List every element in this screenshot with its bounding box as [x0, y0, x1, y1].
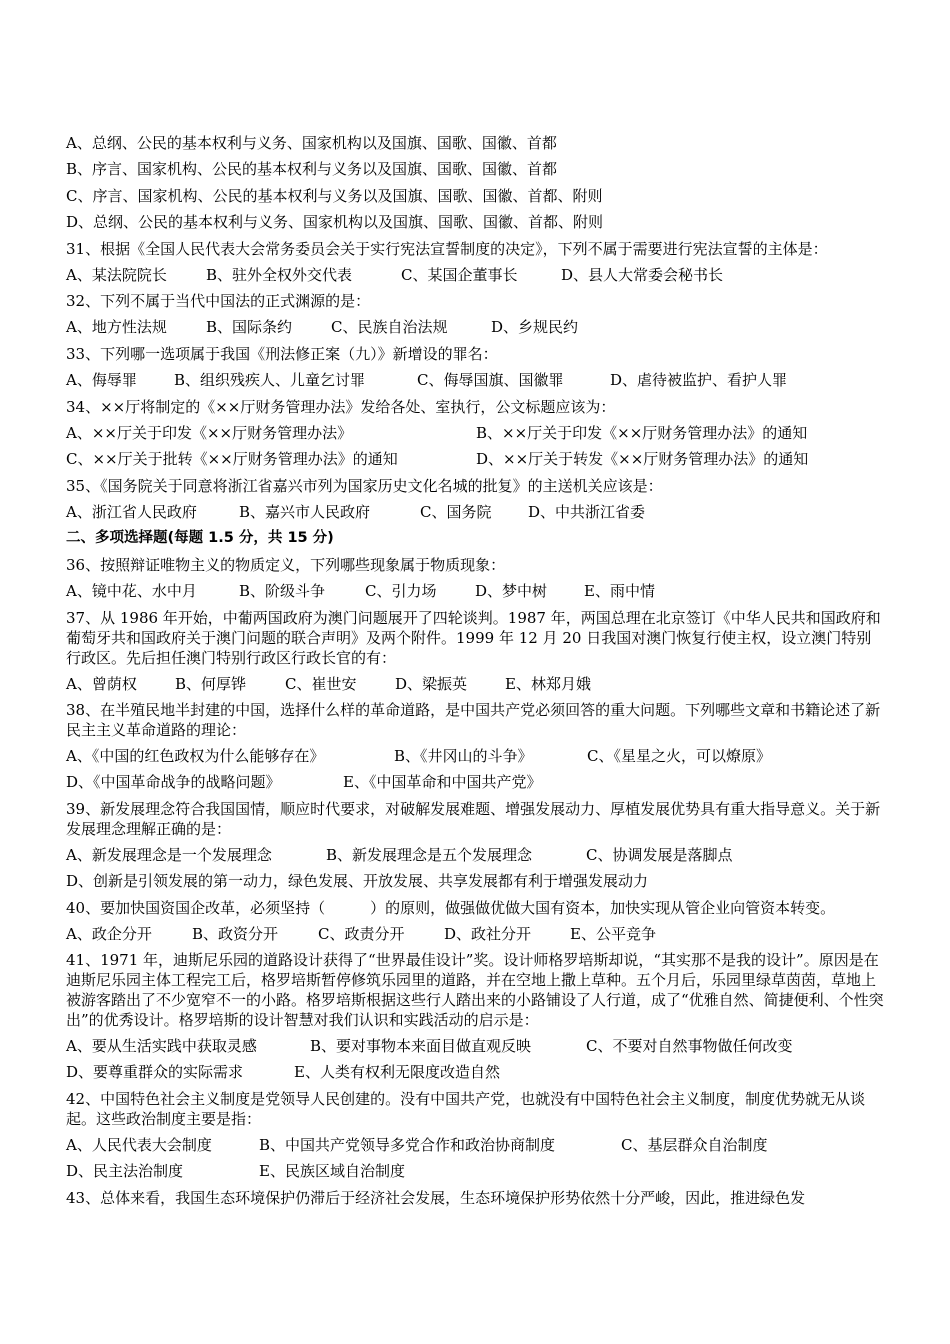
q30-option-b: B、序言、国家机构、公民的基本权利与义务以及国旗、国歌、国徽、首都 — [66, 160, 558, 179]
q33-stem: 33、下列哪一选项属于我国《刑法修正案（九）》新增设的罪名： — [66, 344, 498, 363]
q32-option-c: C、民族自治法规 — [331, 318, 448, 337]
q33-option-c: C、侮辱国旗、国徽罪 — [417, 371, 564, 390]
q32-option-d: D、乡规民约 — [491, 318, 579, 337]
q34-options-row1 — [66, 420, 886, 446]
q41-stem: 41、1971 年，迪斯尼乐园的道路设计获得了“世界最佳设计”奖。设计师格罗培斯却说，“其实那不是我的设计”。原因是在迪斯尼乐园主体工程完工后，格罗培斯暂停修筑乐园里的道路，并在空地上撒上草种。五个月后，乐园里绿草茵茵，草地上被游客踏出了不少宽窄不一的小路。格罗培斯根据这些行人踏出来的小路铺设了人行道，成了“优雅自然、简捷便利、个性突出”的优秀设计。格罗培斯的设计智慧对我们认识和实践活动的启示是： — [66, 950, 884, 1029]
q39-option-d: D、创新是引领发展的第一动力，绿色发展、开放发展、共享发展都有利于增强发展动力 — [66, 872, 649, 891]
q32-option-a: A、地方性法规 — [66, 318, 167, 337]
q30-option-a: A、总纲、公民的基本权利与义务、国家机构以及国旗、国歌、国徽、首都 — [66, 134, 557, 152]
q41-option-e: E、人类有权利无限度改造自然 — [294, 1063, 500, 1082]
q36-option-b: B、阶级斗争 — [239, 582, 326, 601]
q35-option-d: D、中共浙江省委 — [528, 503, 646, 522]
q30-option-c: C、序言、国家机构、公民的基本权利与义务以及国旗、国歌、国徽、首都、附则 — [66, 186, 603, 205]
q39-stem: 39、新发展理念符合我国国情，顺应时代要求，对破解发展难题、增强发展动力、厚植发展优势具有重大指导意义。关于新发展理念理解正确的是： — [66, 799, 881, 838]
q31-option-a: A、某法院院长 — [66, 265, 167, 284]
q42-option-e: E、民族区域自治制度 — [259, 1162, 405, 1181]
q42-option-d: D、民主法治制度 — [66, 1162, 184, 1181]
q42-option-b: B、中国共产党领导多党合作和政治协商制度 — [259, 1135, 556, 1154]
q37-options — [66, 671, 886, 697]
q42-options-row1 — [66, 1132, 886, 1158]
q40-option-c: C、政责分开 — [318, 924, 405, 943]
q42-stem: 42、中国特色社会主义制度是党领导人民创建的。没有中国共产党，也就没有中国特色社会主义制度，制度优势就无从谈起。这些政治制度主要是指： — [66, 1089, 866, 1128]
q34-options-row2 — [66, 446, 886, 472]
section-heading-multiple-choice: 二、多项选择题(每题 1.5 分，共 15 分) — [66, 530, 334, 547]
q38-options-row1 — [66, 743, 886, 769]
q38-option-e: E、《中国革命和中国共产党》 — [343, 773, 542, 792]
q41-options-row2 — [66, 1059, 886, 1085]
q39-option-a: A、新发展理念是一个发展理念 — [66, 845, 272, 864]
q35-options — [66, 499, 886, 525]
q31-option-b: B、驻外全权外交代表 — [206, 265, 353, 284]
q32-stem: 32、下列不属于当代中国法的正式渊源的是： — [66, 291, 371, 310]
q40-options — [66, 921, 886, 947]
q39-options-row1 — [66, 842, 886, 868]
question-list — [66, 130, 886, 1211]
q40-option-a: A、政企分开 — [66, 924, 152, 943]
q36-options — [66, 578, 886, 604]
q40-option-b: B、政资分开 — [192, 924, 279, 943]
q36-stem: 36、按照辩证唯物主义的物质定义，下列哪些现象属于物质现象： — [66, 555, 506, 574]
q41-option-a: A、要从生活实践中获取灵感 — [66, 1036, 257, 1055]
q38-options-row2 — [66, 769, 886, 795]
q38-option-c: C、《星星之火，可以燎原》 — [587, 747, 771, 766]
q39-option-c: C、协调发展是落脚点 — [586, 845, 733, 864]
q34-option-c: C、××厅关于批转《××厅财务管理办法》的通知 — [66, 450, 398, 469]
q36-option-d: D、梦中树 — [475, 582, 548, 601]
q41-options-row1 — [66, 1033, 886, 1059]
q31-option-c: C、某国企董事长 — [401, 265, 518, 284]
q38-stem: 38、在半殖民地半封建的中国，选择什么样的革命道路，是中国共产党必须回答的重大问题。下列哪些文章和书籍论述了新民主主义革命道路的理论： — [66, 701, 881, 740]
q42-option-c: C、基层群众自治制度 — [621, 1135, 768, 1154]
q37-option-d: D、梁振英 — [395, 674, 468, 693]
q31-option-d: D、县人大常委会秘书长 — [561, 265, 724, 284]
q31-stem: 31、根据《全国人民代表大会常务委员会关于实行宪法宣誓制度的决定》，下列不属于需要进行宪法宣誓的主体是： — [66, 239, 828, 258]
q36-option-e: E、雨中情 — [584, 582, 655, 601]
q40-option-e: E、公平竞争 — [570, 924, 656, 943]
q42-options-row2 — [66, 1158, 886, 1184]
q34-option-b: B、××厅关于印发《××厅财务管理办法》的通知 — [476, 423, 808, 442]
q37-option-a: A、曾荫权 — [66, 674, 137, 693]
q41-option-d: D、要尊重群众的实际需求 — [66, 1063, 244, 1082]
q41-option-c: C、不要对自然事物做任何改变 — [586, 1036, 793, 1055]
q38-option-b: B、《井冈山的斗争》 — [394, 747, 533, 766]
q33-option-a: A、侮辱罪 — [66, 371, 137, 390]
q35-option-b: B、嘉兴市人民政府 — [239, 503, 371, 522]
q38-option-d: D、《中国革命战争的战略问题》 — [66, 773, 281, 792]
q38-option-a: A、《中国的红色政权为什么能够存在》 — [66, 747, 325, 766]
q34-option-a: A、××厅关于印发《××厅财务管理办法》 — [66, 423, 353, 442]
q37-stem: 37、从 1986 年开始，中葡两国政府为澳门问题展开了四轮谈判。1987 年，两国总理在北京签订《中华人民共和国政府和葡萄牙共和国政府关于澳门问题的联合声明》及两个附件。1999 年 12 月 20 日我国对澳门恢复行使主权，设立澳门特别行政区。先后担任澳门特别行政区行政长官的有： — [66, 608, 881, 667]
q33-option-b: B、组织残疾人、儿童乞讨罪 — [174, 371, 366, 390]
q32-options — [66, 314, 886, 340]
q33-option-d: D、虐待被监护、看护人罪 — [610, 371, 788, 390]
q35-option-a: A、浙江省人民政府 — [66, 503, 197, 522]
q37-option-c: C、崔世安 — [285, 674, 357, 693]
q31-options — [66, 262, 886, 288]
q40-stem: 40、要加快国资国企改革，必须坚持（ ）的原则，做强做优做大国有资本，加快实现从管企业向管资本转变。 — [66, 898, 836, 917]
q32-option-b: B、国际条约 — [206, 318, 293, 337]
q30-option-d: D、总纲、公民的基本权利与义务、国家机构以及国旗、国歌、国徽、首都、附则 — [66, 213, 604, 232]
q43-stem: 43、总体来看，我国生态环境保护仍滞后于经济社会发展，生态环境保护形势依然十分严峻，因此，推进绿色发 — [66, 1188, 806, 1207]
q35-option-c: C、国务院 — [420, 503, 492, 522]
q34-stem: 34、××厅将制定的《××厅财务管理办法》发给各处、室执行，公文标题应该为： — [66, 397, 616, 416]
q37-option-b: B、何厚铧 — [175, 674, 247, 693]
q34-option-d: D、××厅关于转发《××厅财务管理办法》的通知 — [476, 450, 809, 469]
q39-option-b: B、新发展理念是五个发展理念 — [326, 845, 533, 864]
q33-options — [66, 367, 886, 393]
q36-option-c: C、引力场 — [365, 582, 437, 601]
q42-option-a: A、人民代表大会制度 — [66, 1135, 212, 1154]
q35-stem: 35、《国务院关于同意将浙江省嘉兴市列为国家历史文化名城的批复》的主送机关应该是： — [66, 476, 663, 495]
q41-option-b: B、要对事物本来面目做直观反映 — [310, 1036, 532, 1055]
q37-option-e: E、林郑月娥 — [505, 674, 591, 693]
q40-option-d: D、政社分开 — [444, 924, 532, 943]
q36-option-a: A、镜中花、水中月 — [66, 582, 197, 601]
